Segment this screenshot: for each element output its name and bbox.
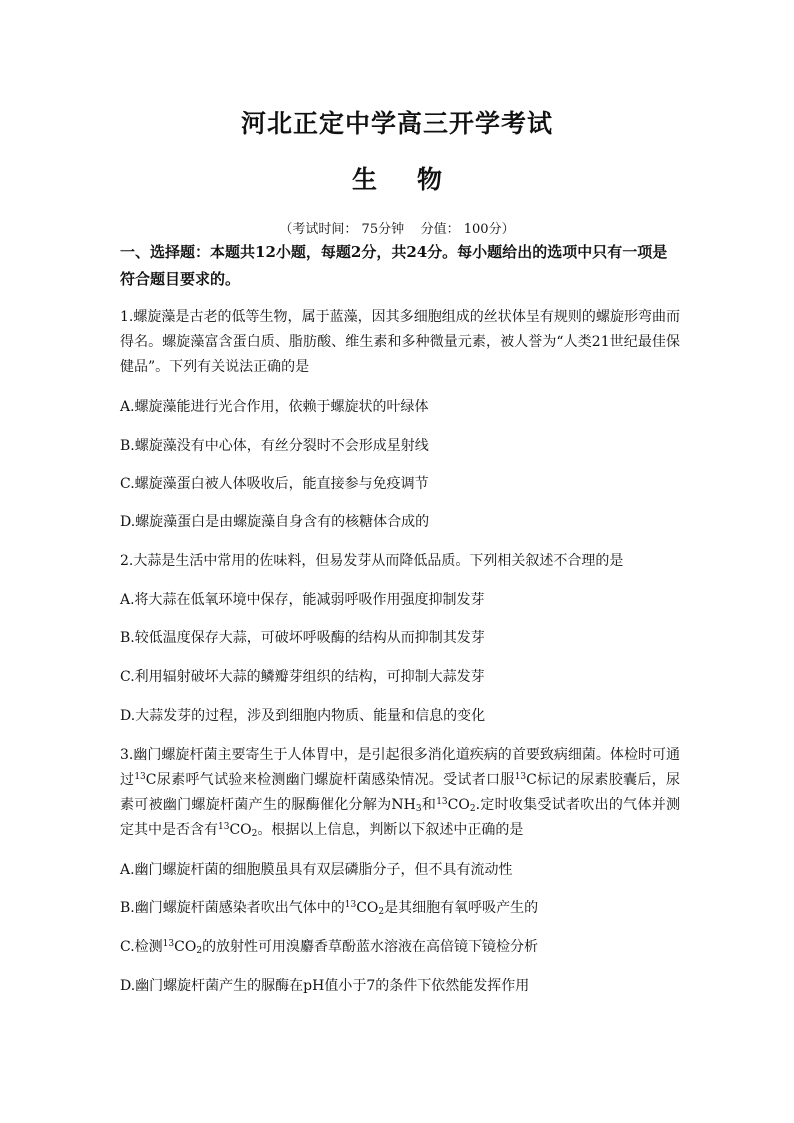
question-3-option-b: B.幽门螺旋杆菌感染者吹出气体中的$^{13}CO_2$是其细胞有氧呼吸产生的 bbox=[120, 900, 539, 917]
question-1-option-a: A.螺旋藻能进行光合作用，依赖于螺旋状的叶绿体 bbox=[120, 399, 429, 415]
question-1-option-b: B.螺旋藻没有中心体，有丝分裂时不会形成星射线 bbox=[120, 438, 429, 454]
exam-info: （考试时间： 75分钟 分值： 100分） bbox=[279, 222, 515, 237]
subject-title: 生物 bbox=[351, 165, 482, 194]
question-1-stem: 1.螺旋藻是古老的低等生物，属于蓝藻，因其多细胞组成的丝状体呈有规则的螺旋形弯曲而得名。螺旋藻富含蛋白质、脂肪酸、维生素和多种微量元素，被人誉为“人类21世纪最佳保健品”。下列有关说法正确的是 bbox=[120, 309, 680, 375]
question-3-option-c: C.检测$^{13}CO_2$的放射性可用溴麝香草酚蓝水溶液在高倍镜下镜检分析 bbox=[120, 939, 539, 956]
question-3-option-d: D.幽门螺旋杆菌产生的脲酶在pH值小于7的条件下依然能发挥作用 bbox=[120, 978, 530, 994]
question-3-option-a: A.幽门螺旋杆菌的细胞膜虽具有双层磷脂分子，但不具有流动性 bbox=[120, 862, 513, 878]
question-2-option-c: C.利用辐射破坏大蒜的鳞瓣芽组织的结构，可抑制大蒜发芽 bbox=[120, 669, 485, 685]
section-heading: 一、选择题：本题共12小题，每题2分，共24分。每小题给出的选项中只有一项是符合题目要求的。 bbox=[120, 243, 668, 288]
exam-title: 河北正定中学高三开学考试 bbox=[240, 109, 553, 138]
question-2-option-d: D.大蒜发芽的过程，涉及到细胞内物质、能量和信息的变化 bbox=[120, 708, 486, 724]
question-3-stem: 3.幽门螺旋杆菌主要寄生于人体胃中，是引起很多消化道疾病的首要致病细菌。体检时可通过$^{13}$C尿素呼气试验来检测幽门螺旋杆菌感染情况。受试者口服$^{13}$C标记的尿素胶囊后，尿素可被幽门螺旋杆菌产生的脲酶催化分解为$NH_3$和$^{13}CO_2$.定时收集受试者吹出的气体并测定其中是否含有$^{13}CO_2$。根据以上信息，判断以下叙述中正确的是 bbox=[120, 747, 681, 839]
question-1-option-d: D.螺旋藻蛋白是由螺旋藻自身含有的核糖体合成的 bbox=[120, 514, 430, 530]
question-2-option-b: B.较低温度保存大蒜，可破坏呼吸酶的结构从而抑制其发芽 bbox=[120, 630, 485, 646]
question-2-option-a: A.将大蒜在低氧环境中保存，能减弱呼吸作用强度抑制发芽 bbox=[120, 592, 485, 608]
question-1-option-c: C.螺旋藻蛋白被人体吸收后，能直接参与免疫调节 bbox=[120, 476, 429, 492]
question-2-stem: 2.大蒜是生活中常用的佐味料，但易发芽从而降低品质。下列相关叙述不合理的是 bbox=[120, 553, 624, 569]
